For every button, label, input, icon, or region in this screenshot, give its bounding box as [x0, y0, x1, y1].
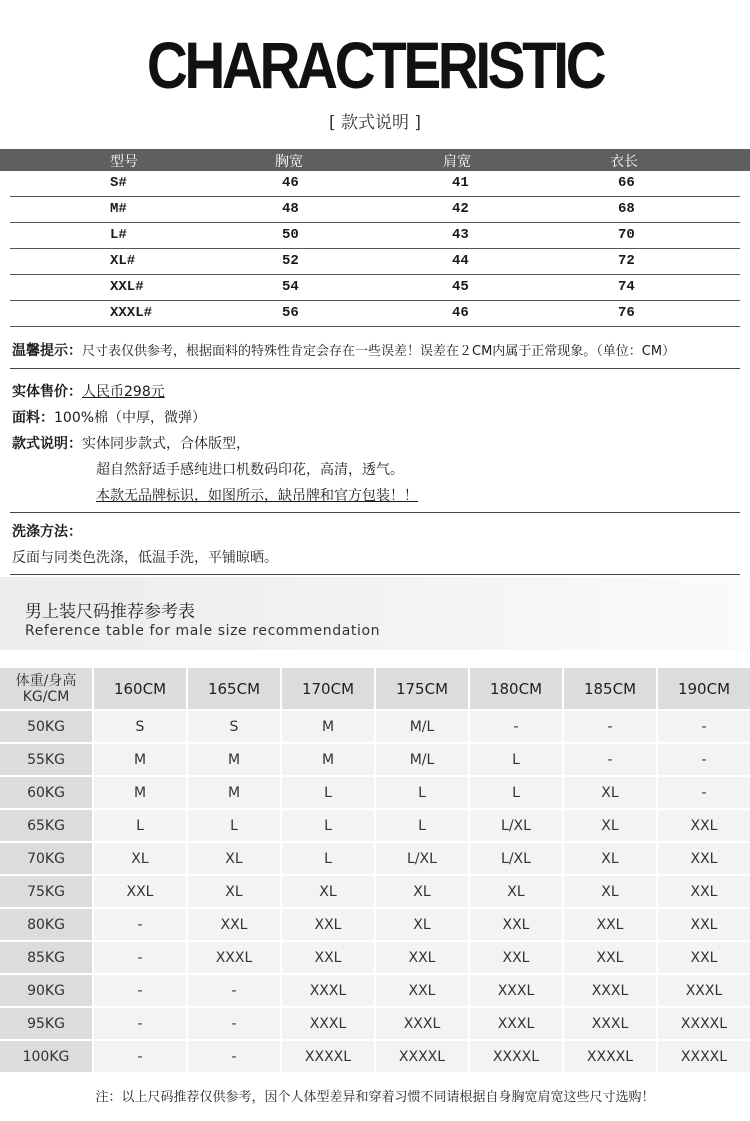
size-cell: XXXL: [564, 1008, 656, 1039]
size-cell: XXXL: [282, 1008, 374, 1039]
size-cell: -: [188, 1008, 280, 1039]
table-cell: 76: [618, 305, 635, 321]
size-cell: L: [470, 744, 562, 775]
size-table-column-header: 衣长: [610, 154, 638, 170]
size-cell: XXL: [658, 843, 750, 874]
size-cell: XXXL: [188, 942, 280, 973]
table-cell: 54: [282, 279, 299, 295]
fabric-line: [12, 407, 206, 427]
table-cell: 41: [452, 175, 469, 191]
table-cell: XXL#: [110, 279, 144, 295]
divider: [10, 574, 740, 575]
table-cell: 44: [452, 253, 469, 269]
corner-label-2: KG/CM: [22, 688, 70, 705]
size-cell: XL: [470, 876, 562, 907]
size-cell: XXXL: [470, 975, 562, 1006]
table-row: [10, 275, 740, 301]
size-table-column-header: 胸宽: [275, 154, 303, 170]
size-cell: XL: [564, 810, 656, 841]
size-table-column-header: 型号: [110, 154, 138, 170]
weight-header: 65KG: [0, 810, 92, 841]
size-cell: XL: [564, 843, 656, 874]
table-cell: 68: [618, 201, 635, 217]
size-cell: XXL: [470, 909, 562, 940]
size-cell: XL: [282, 876, 374, 907]
table-cell: S#: [110, 175, 127, 191]
size-cell: L/XL: [376, 843, 468, 874]
style-text-1: 实体同步款式，合体版型，: [82, 436, 250, 452]
weight-header: 60KG: [0, 777, 92, 808]
weight-header: 80KG: [0, 909, 92, 940]
size-cell: M/L: [376, 744, 468, 775]
weight-header: 90KG: [0, 975, 92, 1006]
size-cell: XXL: [282, 942, 374, 973]
height-header: 160CM: [94, 668, 186, 709]
table-row: [10, 249, 740, 275]
table-row: [10, 223, 740, 249]
size-cell: XXXXL: [564, 1041, 656, 1072]
size-cell: XL: [376, 876, 468, 907]
recommendation-title: 男上装尺码推荐参考表: [25, 602, 195, 622]
style-line: [12, 433, 250, 453]
size-cell: XXXL: [658, 975, 750, 1006]
table-cell: 46: [282, 175, 299, 191]
size-cell: L/XL: [470, 843, 562, 874]
style-label: 款式说明：: [12, 436, 82, 452]
corner-label-1: 体重/身高: [15, 672, 77, 689]
size-cell: XXXXL: [658, 1041, 750, 1072]
table-cell: 45: [452, 279, 469, 295]
height-header: 165CM: [188, 668, 280, 709]
size-cell: XXXL: [470, 1008, 562, 1039]
fabric-value: 100%棉（中厚，微弹）: [54, 410, 207, 426]
size-cell: XXL: [470, 942, 562, 973]
size-cell: XL: [564, 876, 656, 907]
tip-note: [12, 340, 675, 360]
size-cell: XXL: [188, 909, 280, 940]
size-cell: L: [282, 843, 374, 874]
size-cell: XXXXL: [470, 1041, 562, 1072]
weight-header: 100KG: [0, 1041, 92, 1072]
size-cell: M: [282, 711, 374, 742]
size-cell: L: [470, 777, 562, 808]
table-cell: M#: [110, 201, 127, 217]
size-cell: L: [188, 810, 280, 841]
wash-text: 反面与同类色洗涤，低温手洗，平铺晾晒。: [12, 550, 278, 566]
corner-header: [0, 668, 92, 709]
size-cell: XL: [376, 909, 468, 940]
size-cell: M: [282, 744, 374, 775]
table-row: [10, 171, 740, 197]
height-header: 175CM: [376, 668, 468, 709]
table-cell: 43: [452, 227, 469, 243]
size-cell: XXL: [564, 942, 656, 973]
size-cell: XXXL: [282, 975, 374, 1006]
tip-text: 尺寸表仅供参考，根据面料的特殊性肯定会存在一些误差！误差在２CM内属于正常现象。（单位：CM）: [82, 344, 676, 359]
table-cell: 50: [282, 227, 299, 243]
price-line: [12, 381, 165, 401]
table-row: [10, 301, 740, 327]
size-cell: -: [188, 975, 280, 1006]
size-cell: -: [94, 909, 186, 940]
table-cell: 56: [282, 305, 299, 321]
size-cell: -: [658, 744, 750, 775]
size-cell: M: [94, 777, 186, 808]
size-cell: XXL: [658, 909, 750, 940]
height-header: 180CM: [470, 668, 562, 709]
price-value: 人民币298元: [82, 384, 165, 400]
divider: [10, 368, 740, 369]
wash-label: 洗涤方法：: [12, 524, 82, 540]
size-cell: -: [94, 942, 186, 973]
height-header: 190CM: [658, 668, 750, 709]
table-cell: 74: [618, 279, 635, 295]
size-cell: M: [94, 744, 186, 775]
height-header: 185CM: [564, 668, 656, 709]
size-cell: XXXXL: [376, 1041, 468, 1072]
table-cell: L#: [110, 227, 127, 243]
size-cell: -: [188, 1041, 280, 1072]
weight-header: 70KG: [0, 843, 92, 874]
size-cell: S: [94, 711, 186, 742]
style-text-2: 超自然舒适手感纯进口机数码印花，高清，透气。: [96, 462, 404, 478]
price-label: 实体售价：: [12, 384, 82, 400]
table-cell: 72: [618, 253, 635, 269]
size-cell: XXL: [658, 876, 750, 907]
size-cell: XXL: [564, 909, 656, 940]
size-cell: XXL: [376, 975, 468, 1006]
size-cell: XXL: [94, 876, 186, 907]
size-cell: XL: [564, 777, 656, 808]
size-cell: XXL: [376, 942, 468, 973]
tip-label: 温馨提示：: [12, 343, 82, 359]
size-cell: XXL: [282, 909, 374, 940]
weight-header: 95KG: [0, 1008, 92, 1039]
weight-header: 85KG: [0, 942, 92, 973]
size-table-header: [0, 149, 750, 171]
size-cell: L: [282, 810, 374, 841]
size-cell: L: [282, 777, 374, 808]
table-cell: 46: [452, 305, 469, 321]
size-cell: XL: [188, 876, 280, 907]
size-cell: L/XL: [470, 810, 562, 841]
weight-header: 55KG: [0, 744, 92, 775]
size-cell: -: [564, 744, 656, 775]
table-cell: 52: [282, 253, 299, 269]
size-cell: XXXL: [564, 975, 656, 1006]
size-cell: L: [376, 777, 468, 808]
height-header: 170CM: [282, 668, 374, 709]
table-row: [10, 197, 740, 223]
size-cell: -: [658, 711, 750, 742]
size-cell: XXL: [658, 942, 750, 973]
footer-note: 注：以上尺码推荐仅供参考，因个人体型差异和穿着习惯不同请根据自身胸宽肩宽这些尺寸选购！: [95, 1090, 655, 1105]
size-cell: -: [658, 777, 750, 808]
recommendation-subtitle: Reference table for male size recommendation: [25, 623, 381, 639]
page-subtitle: [ 款式说明 ]: [328, 113, 422, 133]
size-cell: M/L: [376, 711, 468, 742]
table-cell: 66: [618, 175, 635, 191]
size-cell: M: [188, 744, 280, 775]
size-cell: L: [94, 810, 186, 841]
table-cell: 70: [618, 227, 635, 243]
size-cell: XXL: [658, 810, 750, 841]
fabric-label: 面料：: [12, 410, 54, 426]
table-cell: XL#: [110, 253, 136, 269]
style-text-3: 本款无品牌标识，如图所示，缺吊牌和官方包装！！: [96, 488, 418, 504]
size-cell: XXXXL: [282, 1041, 374, 1072]
size-cell: S: [188, 711, 280, 742]
weight-header: 50KG: [0, 711, 92, 742]
size-table-column-header: 肩宽: [443, 154, 471, 170]
size-cell: XXXXL: [658, 1008, 750, 1039]
size-cell: -: [470, 711, 562, 742]
weight-header: 75KG: [0, 876, 92, 907]
size-cell: -: [94, 975, 186, 1006]
size-cell: XL: [188, 843, 280, 874]
size-cell: XXXL: [376, 1008, 468, 1039]
size-cell: XL: [94, 843, 186, 874]
size-cell: -: [564, 711, 656, 742]
divider: [10, 512, 740, 513]
size-cell: M: [188, 777, 280, 808]
page-title: CHARACTERISTIC: [146, 28, 604, 102]
table-cell: XXXL#: [110, 305, 153, 321]
table-cell: 48: [282, 201, 299, 217]
size-cell: L: [376, 810, 468, 841]
size-cell: -: [94, 1041, 186, 1072]
size-cell: -: [94, 1008, 186, 1039]
table-cell: 42: [452, 201, 469, 217]
